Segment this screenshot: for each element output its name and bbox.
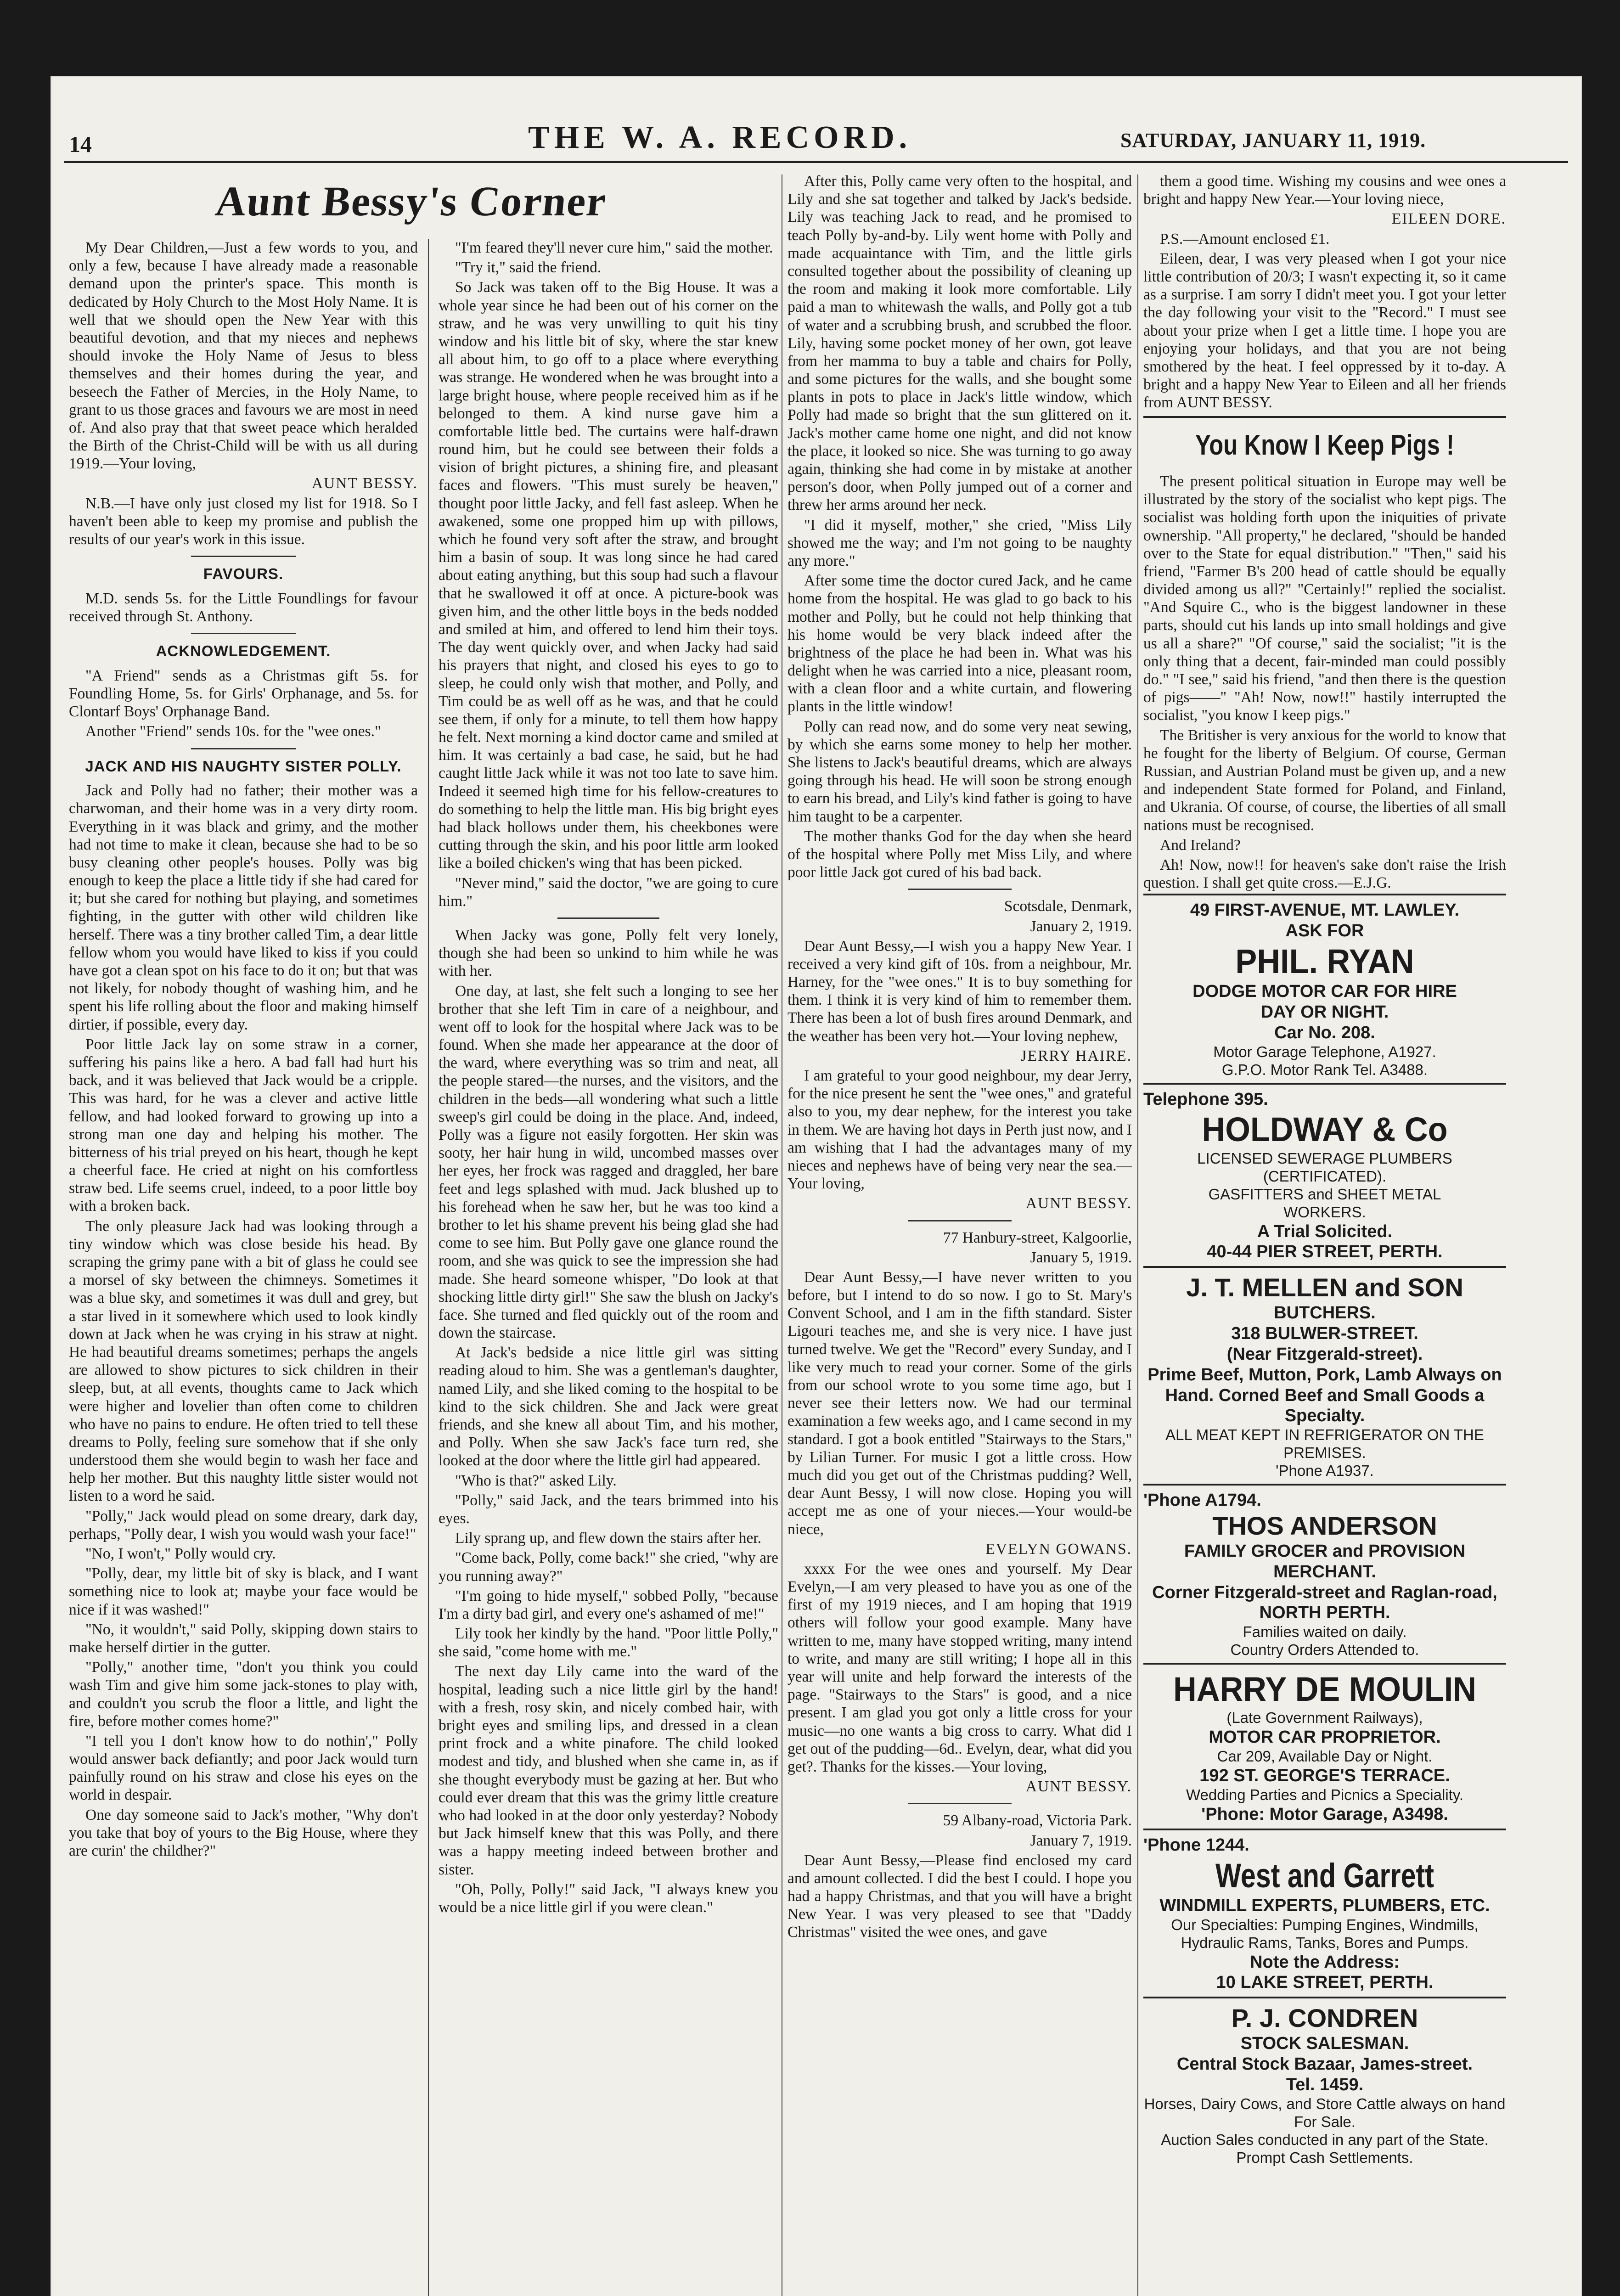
story-paragraph: "Who is that?" asked Lily.: [455, 1472, 617, 1489]
advert-text: DAY OR NIGHT.: [1260, 1002, 1389, 1022]
advert-text: 40-44 PIER STREET, PERTH.: [1207, 1242, 1443, 1262]
section-rule: [191, 633, 296, 634]
advert-text: 318 BULWER-STREET.: [1231, 1324, 1418, 1344]
advert-name: PHIL. RYAN: [1235, 942, 1414, 980]
article-paragraph: The present political situation in Europe may well be illustrated by the story of the socialist who kept pigs. The socialist was holding forth upon the iniquities of private ownership. "All property," he declared, "should be handed over to the State for equal distribution." "Then," said his friend, "Farmer B's 200 head of cattle should be equally divided among us all?" "Certainly!" replied the socialist. "And Squire C., who is the biggest landowner in these parts, should cut his lands up into small holdings and give us all a share?" "Of course," said the socialist; "it is the only thing that a decent, fair-minded man could possibly do." "I see," said his friend, "and then there is the question of pigs——" "Ah! Now, now!!" hastily interrupted the socialist, "you know I keep pigs.": [1143, 473, 1506, 724]
advert-name: THOS ANDERSON: [1212, 1511, 1437, 1540]
section-rule: [191, 748, 296, 749]
advert-text: LICENSED SEWERAGE PLUMBERS: [1197, 1149, 1452, 1167]
story-paragraph: "I'm feared they'll never cure him," said the mother.: [455, 239, 773, 256]
advert-text: Car 209, Available Day or Night.: [1217, 1748, 1433, 1765]
newspaper-title: THE W. A. RECORD.: [528, 120, 912, 155]
masthead: [51, 76, 1582, 157]
advert-phone: 'Phone A1937.: [1276, 1462, 1374, 1480]
story-paragraph: "Oh, Polly, Polly!" said Jack, "I always knew you would be a nice little girl if you were clean.": [439, 1880, 778, 1916]
section-rule: [908, 1803, 1012, 1804]
story-paragraph: The only pleasure Jack had was looking through a tiny window which was close beside his head. By scraping the grimy pane with a bit of glass he could see a morsel of sky between the chimneys. Sometimes it was a blue sky, and sometimes it was dull and grey, but a star lived in it somewhere which used to look kindly down at Jack when he was crying in his straw at night. He had beautiful dreams sometimes; perhaps the angels are allowed to show pictures to sick children in their sleep, but, at all events, thoughts came to Jack which were higher and lovelier than often come to children who have no pains to endure. He often tried to tell these dreams to Polly, feeling sure somehow that if she only understood them she would begin to wash her face and help her mother. But this naughty little sister would not listen to a word he said.: [69, 1217, 418, 1505]
advert-text: Prime Beef, Mutton, Pork, Lamb Always on Hand. Corned Beef and Small Goods a Specialty.: [1148, 1365, 1502, 1426]
advert-name: West and Garrett: [1215, 1856, 1434, 1895]
story-paragraph: "No, it wouldn't," said Polly, skipping down stairs to make herself dirtier in the gutter.: [69, 1621, 418, 1656]
column-divider: [428, 239, 429, 2296]
acknowledgement-text: "A Friend" sends as a Christmas gift 5s. for Foundling Home, 5s. for Girls' Orphanage, and 5s. for Clontarf Boys' Orphanage Band.: [69, 667, 418, 720]
reply-text: I am grateful to your good neighbour, my dear Jerry, for the nice present he sent the "wee ones," and grateful also to you, my dear nephew, for the interest you take in them. We are having hot days in Perth just now, and I am wishing that I had the advantages many of my nieces and nephews have of being very near the sea.—Your loving,: [788, 1067, 1132, 1193]
story-paragraph: So Jack was taken off to the Big House. It was a whole year since he had been out of his corner on the straw, and he was very unwilling to quit his tiny window and his little bit of sky, where the star knew all about him, to go off to a place where everything was strange. He wondered when he was brought into a large bright house, where people received him as if he belonged to them. A kind nurse gave him a comfortable little bed. The curtains were half-drawn round him, but he could see between their folds a vision of bright pictures, a shining fire, and pleasant faces and flowers. "This must surely be heaven," thought poor little Jacky, and fell fast asleep. When he awakened, some one propped him up with pillows, which he found very soft after the straw, and brought him a basin of soup. It was long since he had cared about eating anything, but this soup had such a flavour that he swallowed it off at once. A picture-book was given him, and the other little boys in the beds nodded and smiled at him, and offered to lend him their toys. The day went quickly over, and when Jacky had said his prayers that night, and closed his eyes to go to sleep, he could only wish that mother, and Polly, and Tim could be as well off as he was, and that he could see them, if only for a minute, to tell them how happy he felt. Next morning a kind doctor came and smiled at him. It was certainly a bad case, he said, but he had caught little Jack while it was not too late to save him. Indeed it seemed high time for his fellow-creatures to do something to help the little man. His big bright eyes had black hollows under them, his cheekbones were cutting through the skin, and his poor little arm looked like a boiled chicken's wing that has been picked.: [439, 279, 778, 872]
signature: AUNT BESSY.: [1025, 1195, 1132, 1212]
nb-note: N.B.—I have only just closed my list for 1918. So I haven't been able to keep my promise and publish the results of our year's work in this issue.: [69, 495, 418, 548]
postscript: P.S.—Amount enclosed £1.: [1160, 230, 1330, 248]
story-paragraph: "Polly, dear, my little bit of sky is black, and I want something nice to look at; maybe your face would be nice if it was washed!": [69, 1565, 418, 1618]
story-paragraph: One day someone said to Jack's mother, "Why don't you take that boy of yours to the Big House, where they are curin' the childher?": [69, 1806, 418, 1860]
column-1: [69, 239, 418, 2296]
issue-date: SATURDAY, JANUARY 11, 1919.: [1120, 129, 1426, 152]
story-paragraph: Lily took her kindly by the hand. "Poor little Polly," she said, "come home with me.": [439, 1625, 778, 1660]
pigs-headline: You Know I Keep Pigs !: [1195, 429, 1454, 461]
signature: EVELYN GOWANS.: [985, 1540, 1132, 1558]
advert-text: STOCK SALESMAN.: [1240, 2034, 1409, 2054]
reply-text: xxxx For the wee ones and yourself. My Dear Evelyn,—I am very pleased to have you as one of the first of my 1919 nieces, and I am hoping that 1919 others will follow your good example. Many have written to me, many have stopped writing, many intend to write, and many are still writing; I hope all in this year will unite and help forward the interests of the page. "Stairways to the Stars" is good, and a nice present. I am glad you got only a little cross for your music—no one wants a big cross to carry. What did I get out of the pudding—6d.. Evelyn, dear, what did you get?. Thanks for the kisses.—Your loving,: [788, 1560, 1132, 1775]
letter-address: 77 Hanbury-street, Kalgoorlie,: [943, 1229, 1132, 1246]
masthead-rule: [64, 161, 1568, 163]
letter-text: them a good time. Wishing my cousins and wee ones a bright and happy New Year.—Your loving niece,: [1143, 173, 1506, 208]
letter-date: January 7, 1919.: [1030, 1832, 1132, 1849]
advert-text: Horses, Dairy Cows, and Store Cattle always on hand For Sale.: [1144, 2095, 1506, 2130]
advert-anderson: [1143, 1484, 1506, 1663]
letter-address: 59 Albany-road, Victoria Park.: [943, 1812, 1132, 1829]
advert-name: HARRY DE MOULIN: [1173, 1670, 1477, 1709]
article-paragraph: Ah! Now, now!! for heaven's sake don't raise the Irish question. I shall get quite cross.—E.J.G.: [1143, 856, 1506, 892]
story-paragraph: Jack and Polly had no father; their mother was a charwoman, and their home was in a very dirty room. Everything in it was black and grimy, and the mother had not time to make it clean, because she had to be so busy cleaning other people's houses. Polly was big enough to keep the place a little tidy if she had cared for it; but she cared for nothing but playing, and sometimes fighting, in the gutter with other wild children like herself. There was a tiny brother called Tim, a dear little fellow whom you would have liked to kiss if you could have got a clean spot on his face to do it on; but that was not likely, for nobody thought of washing him, and he spent his life rolling about the floor and making himself dirtier, if possible, every day.: [69, 782, 418, 1033]
advert-text: WINDMILL EXPERTS, PLUMBERS, ETC.: [1159, 1896, 1490, 1915]
advert-text: Families waited on daily.: [1243, 1623, 1407, 1641]
story-paragraph: At Jack's bedside a nice little girl was sitting reading aloud to him. She was a gentleman's daughter, named Lily, and she liked coming to the hospital to be kind to the sick children. She and Jack were great friends, and she knew all about Tim, and his mother, and Polly. When she saw Jack's face turn red, she looked at the door where the little girl had appeared.: [439, 1344, 778, 1469]
advert-name: P. J. CONDREN: [1231, 2003, 1418, 2033]
letter-text: Dear Aunt Bessy,—I have never written to you before, but I intend to do so now. I go to St. Mary's Convent School, and I am in the fifth standard. Sister Ligouri teaches me, and she is very nice. I have just turned twelve. We get the "Record" every Sunday, and I like very much to read your corner. Some of the girls from our school wrote to you some time ago, but I never see their letters now. We had our terminal examination a few weeks ago, and I came second in my standard. I got a book entitled "Stairways to the Stars," by Lilian Turner. For music I got a little cross. How much did you get out of the Christmas pudding? Well, dear Aunt Bessy, I will now close. Hoping you will accept me as one of your nieces.—Your would-be niece,: [788, 1268, 1132, 1538]
advert-text: Tel. 1459.: [1286, 2075, 1364, 2094]
aunt-bessy-headline: Aunt Bessy's Corner: [213, 178, 609, 225]
letter-address: Scotsdale, Denmark,: [1004, 898, 1132, 915]
advert-text: Prompt Cash Settlements.: [1236, 2149, 1413, 2166]
story-paragraph: "Try it," said the friend.: [455, 259, 602, 276]
advert-text: WORKERS.: [1283, 1203, 1366, 1221]
story-paragraph: "Polly," Jack would plead on some dreary, dark day, perhaps, "Polly dear, I wish you would wash your face!": [69, 1507, 418, 1542]
story-paragraph: "Polly," said Jack, and the tears brimmed into his eyes.: [439, 1491, 778, 1527]
letter-text: Dear Aunt Bessy,—I wish you a happy New Year. I received a very kind gift of 10s. from a neighbour, Mr. Harney, for the "wee ones." It is to buy something for them. I think it is very kind of him to remember them. There has been a lot of bush fires around Denmark, and the weather has been very hot.—Your loving nephew,: [788, 937, 1132, 1045]
signature: AUNT BESSY.: [311, 475, 418, 492]
advert-mellen: [1143, 1266, 1506, 1484]
story-paragraph: Lily sprang up, and flew down the stairs after her.: [455, 1530, 762, 1547]
advert-text: BUTCHERS.: [1274, 1303, 1376, 1323]
advert-text: Car No. 208.: [1274, 1023, 1375, 1042]
advert-west-garrett: [1143, 1829, 1506, 1997]
section-rule: [908, 1220, 1012, 1221]
intro-letter: My Dear Children,—Just a few words to you, and only a few, because I have already made a reasonable demand upon the printer's space. This month is dedicated by Holy Church to the Most Holy Name. It is well that we should open the New Year with this beautiful devotion, and that my nieces and nephews should invoke the Holy Name of Jesus to bless themselves and their homes during the year, and beseech the Father of Mercies, in the Holy Name, to grant to us those graces and favours we are most in need of. And also pray that that sweet peace which heralded the Birth of the Christ-Child will be with us all during 1919.—Your loving,: [69, 239, 418, 473]
letter-text: Dear Aunt Bessy,—Please find enclosed my card and amount collected. I did the best I could. I hope you had a happy Christmas, and that you will have a bright New Year. I was very pleased to see that "Daddy Christmas" visited the wee ones, and gave: [788, 1851, 1132, 1941]
advert-text: (Near Fitzgerald-street).: [1226, 1344, 1423, 1364]
story-paragraph: After some time the doctor cured Jack, and he came home from the hospital. He was glad to go back to his mother and Polly, but he could not help thinking that his home would be very black indeed after the brightness of the place he had been in. What was his delight when he was carried into a nice, pleasant room, with a clean floor and a white curtain, and flowering plants in the little window!: [788, 572, 1132, 715]
signature: AUNT BESSY.: [1025, 1778, 1132, 1795]
advert-text: Our Specialties: Pumping Engines, Windmills, Hydraulic Rams, Tanks, Bores and Pumps.: [1171, 1916, 1479, 1951]
story-paragraph: When Jacky was gone, Polly felt very lonely, though she had been so unkind to him while he was with her.: [439, 926, 778, 980]
story-heading: JACK AND HIS NAUGHTY SISTER POLLY.: [85, 757, 402, 775]
reply-text: Eileen, dear, I was very pleased when I got your nice little contribution of 20/3; I wasn't expecting it, so it came as a surprise. I am sorry I didn't meet you. I got your letter the day following your visit to the "Record." I must see about your prize when I get a little time. I hope you are enjoying your holidays, and that you are not being smothered by the heat. I feel oppressed by it to-day. A bright and a happy New Year to Eileen and all her friends from AUNT BESSY.: [1143, 250, 1506, 411]
column-3: [788, 172, 1132, 2296]
advert-de-moulin: [1143, 1663, 1506, 1829]
story-paragraph: Poor little Jack lay on some straw in a corner, suffering his pains like a hero. A bad fall had hurt his back, and it was believed that Jack would be a cripple. This was hard, for he was a clever and active little fellow, and had looked forward to growing up into a strong man one day and helping his mother. The bitterness of his trial preyed on his heart, though he kept a cheerful face. He cried at night on his comfortless straw bed. Life seems cruel, indeed, to a poor little boy with a broken back.: [69, 1035, 418, 1215]
story-paragraph: Polly can read now, and do some very neat sewing, by which she earns some money to help her mother. She listens to Jack's beautiful dreams, which are always going through his head. He will soon be strong enough to earn his bread, and Lily's kind father is going to have him taught to be a carpenter.: [788, 718, 1132, 825]
letter-date: January 2, 1919.: [1030, 917, 1132, 935]
story-paragraph: "I tell you I don't know how to do nothin'," Polly would answer back defiantly; and poor Jack would turn painfully round on his straw and close his eyes on the world in despair.: [69, 1732, 418, 1804]
newspaper-page: [51, 76, 1582, 2296]
advert-phone: 'Phone 1244.: [1143, 1835, 1249, 1855]
advert-text: G.P.O. Motor Rank Tel. A3488.: [1221, 1061, 1428, 1078]
story-paragraph: "I did it myself, mother," she cried, "Miss Lily showed me the way; and I'm not going to be naughty any more.": [788, 516, 1132, 569]
signature: JERRY HAIRE.: [1020, 1047, 1132, 1064]
favours-heading: FAVOURS.: [203, 565, 284, 583]
favours-text: M.D. sends 5s. for the Little Foundlings for favour received through St. Anthony.: [69, 590, 418, 625]
advert-text: Note the Address:: [1250, 1952, 1400, 1972]
section-rule: [191, 556, 296, 557]
page-number: 14: [69, 131, 92, 157]
advert-text: 192 ST. GEORGE'S TERRACE.: [1199, 1766, 1450, 1786]
story-paragraph: The mother thanks God for the day when she heard of the hospital where Polly met Miss Lily, and where poor little Jack got cured of his bad back.: [788, 827, 1132, 881]
advert-phone: Telephone 395.: [1143, 1089, 1268, 1109]
advert-text: Auction Sales conducted in any part of the State.: [1161, 2131, 1489, 2148]
advert-text: GASFITTERS and SHEET METAL: [1208, 1185, 1441, 1203]
story-paragraph: "Come back, Polly, come back!" she cried, "why are you running away?": [439, 1549, 778, 1585]
advert-text: Central Stock Bazaar, James-street.: [1176, 2054, 1473, 2074]
advert-text: A Trial Solicited.: [1257, 1221, 1393, 1241]
letter-date: January 5, 1919.: [1030, 1249, 1132, 1266]
story-paragraph: After this, Polly came very often to the hospital, and Lily and she sat together and talked by Jack's bedside. Lily was teaching Jack to read, and he promised to teach Polly by-and-by. Lily went home with Polly and made acquaintance with Tim, and the little girls consulted together about the possibility of cleaning up the room and making it look more comfortable. Lily paid a man to whitewash the walls, and Polly got a tub of water and a scrubbing brush, and scrubbed the floor. Lily, having some pocket money of her own, got leave from her mamma to buy a table and chairs for Polly, and some pictures for the walls, and she bought some plants in pots to place in Jack's little window, which Polly had made so bright that the sun glittered on it. Jack's mother came home one night, and did not know the place, it looked so nice. She was turning to go away again, thinking she had come in by mistake at another person's door, when Polly jumped out of a corner and threw her arms around her neck.: [788, 173, 1132, 514]
column-4: [1143, 172, 1506, 2296]
advert-text: MOTOR CAR PROPRIETOR.: [1209, 1728, 1441, 1747]
advert-text: ALL MEAT KEPT IN REFRIGERATOR ON THE PREMISES.: [1165, 1426, 1484, 1462]
advert-holdway: [1143, 1083, 1506, 1266]
advert-text: (CERTIFICATED).: [1263, 1167, 1387, 1185]
advert-text: (Late Government Railways),: [1226, 1709, 1423, 1727]
advert-text: 10 LAKE STREET, PERTH.: [1216, 1973, 1434, 1992]
advert-condren: [1143, 1997, 1506, 2170]
advert-text: Motor Garage Telephone, A1927.: [1213, 1043, 1436, 1060]
story-paragraph: One day, at last, she felt such a longing to see her brother that she left Tim in care of a neighbour, and went off to look for the hospital where Jack was to be found. When she made her appearance at the door of the ward, where everything was so trim and neat, all the people stared—the nurses, and the visitors, and the children in the beds—all wondering what such a little sweep's girl could be doing in the place. And, indeed, Polly was a figure not easily forgotten. Her skin was sooty, her hair hung in wild, uncombed masses over her eyes, her frock was ragged and draggled, her bare feet and legs splashed with mud. Jack blushed up to his forehead when he saw her, but he was too kind a brother to let his shame prevent his being glad she had come to see him. But Polly gave one glance round the room, and she was quick to see the impression she had made. She heard someone whisper, "Do look at that shocking little dirty girl!" She saw the blush on Jacky's face. She turned and fled quickly out of the room and down the staircase.: [439, 982, 778, 1342]
story-paragraph: The next day Lily came into the ward of the hospital, leading such a nice little girl by the hand! with a fresh, rosy skin, and nicely combed hair, with bright eyes and smiling lips, and dressed in a clean print frock and a white pinafore. The child looked modest and tidy, and blushed when she came in, as if she thought everybody must be gazing at her. But who could ever dream that this was the grimy little creature who had looked in at the door only yesterday? Nobody but Jack himself knew that this was Polly, and there was a happy meeting indeed between brother and sister.: [439, 1663, 778, 1878]
story-paragraph: "Polly," another time, "don't you think you could wash Tim and give him some jack-stones to play with, and couldn't you scrub the floor a little, and light the fire, before mother comes home?": [69, 1659, 418, 1730]
column-2: [439, 239, 778, 2296]
advert-phil-ryan: [1143, 894, 1506, 1082]
advert-text: Wedding Parties and Picnics a Speciality.: [1186, 1786, 1464, 1803]
story-paragraph: "I'm going to hide myself," sobbed Polly, "because I'm a dirty bad girl, and every one's ashamed of me!": [439, 1587, 778, 1622]
advert-name: J. T. MELLEN and SON: [1186, 1273, 1463, 1302]
column-divider: [1137, 174, 1138, 2296]
acknowledgement-text: Another "Friend" sends 10s. for the "wee ones.": [85, 723, 381, 740]
article-paragraph: And Ireland?: [1160, 836, 1241, 854]
advert-text: ASK FOR: [1285, 921, 1364, 941]
advert-phone: 'Phone A1794.: [1143, 1491, 1261, 1510]
advert-text: DODGE MOTOR CAR FOR HIRE: [1192, 982, 1457, 1002]
acknowledgement-heading: ACKNOWLEDGEMENT.: [156, 642, 331, 660]
advert-text: FAMILY GROCER and PROVISION MERCHANT.: [1184, 1541, 1466, 1581]
advert-text: Country Orders Attended to.: [1230, 1641, 1419, 1659]
story-paragraph: "Never mind," said the doctor, "we are going to cure him.": [439, 874, 778, 910]
story-paragraph: "No, I won't," Polly would cry.: [85, 1545, 276, 1563]
advert-phone: 'Phone: Motor Garage, A3498.: [1201, 1804, 1448, 1824]
section-rule: [908, 889, 1012, 890]
signature: EILEEN DORE.: [1391, 210, 1506, 228]
advert-name: HOLDWAY & Co: [1202, 1110, 1448, 1149]
advert-address: 49 FIRST-AVENUE, MT. LAWLEY.: [1190, 900, 1460, 920]
article-paragraph: The Britisher is very anxious for the world to know that he fought for the liberty of Belgium. Of course, German Russian, and Austrian Poland must be given up, and a new and independent State formed for Poland, and Finland, and Ukrania. Of course, of course, the liberties of all small nations must be recognised.: [1143, 726, 1506, 834]
advert-text: Corner Fitzgerald-street and Raglan-road, NORTH PERTH.: [1152, 1582, 1497, 1623]
section-rule: [557, 917, 659, 919]
section-rule: [1143, 416, 1506, 418]
